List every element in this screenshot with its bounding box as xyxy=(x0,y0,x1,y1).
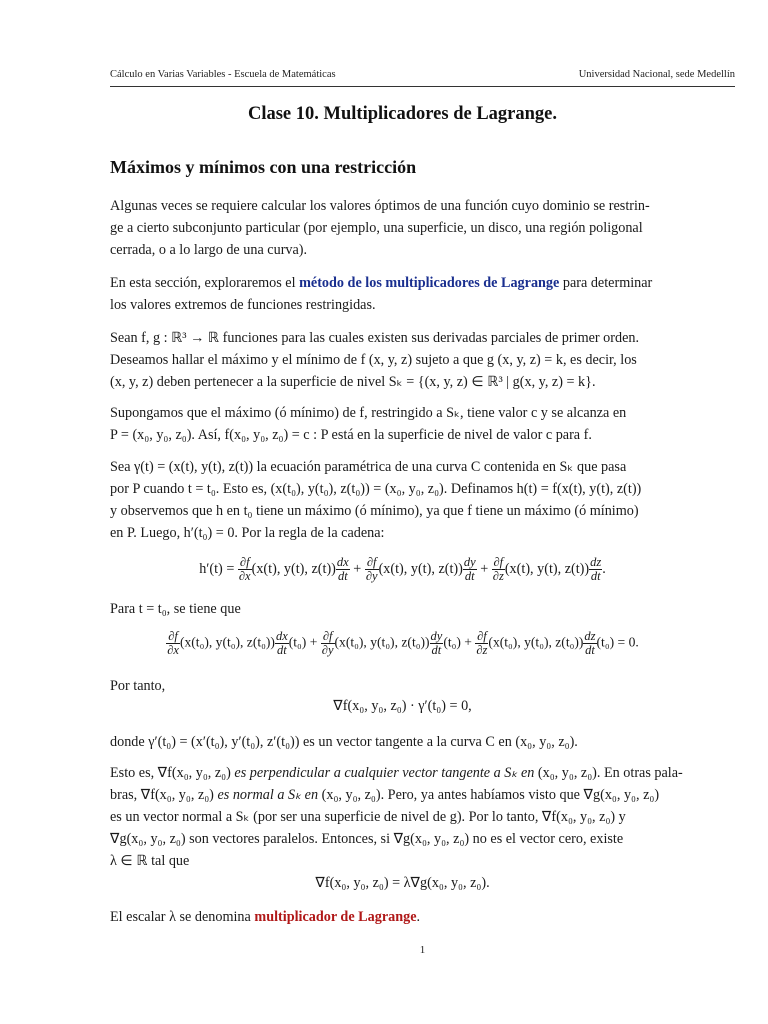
derivative-fraction xyxy=(463,556,477,583)
frac-num: ∂f xyxy=(493,555,504,569)
frac-num: dz xyxy=(590,555,602,569)
paragraph-parallel xyxy=(110,762,695,872)
frac-num: dx xyxy=(336,555,349,569)
text-line: Sea γ(t) = (x(t), y(t), z(t)) la ecuación paramétrica de una curva C contenida en Sₖ que pasa xyxy=(110,459,627,475)
text-line xyxy=(110,762,695,784)
equation-lagrange: ∇f(x₀, y₀, z₀) = λ∇g(x₀, y₀, z₀). xyxy=(315,875,490,891)
paragraph-intro xyxy=(110,195,695,261)
text-span: (x₀, y₀, z₀). En otras pala- xyxy=(534,765,683,781)
page-number: 1 xyxy=(419,944,426,956)
text-span: para determinar xyxy=(559,275,653,291)
method-link[interactable]: método de los multiplicadores de Lagrange xyxy=(299,275,560,291)
frac-num: ∂f xyxy=(477,629,487,643)
frac-num: ∂f xyxy=(166,630,180,644)
text-line: Algunas veces se requiere calcular los valores óptimos de una función cuyo dominio se restrin- xyxy=(110,198,650,214)
frac-num: ∂f xyxy=(238,556,252,570)
eq-term: (x(t), y(t), z(t)) xyxy=(251,560,336,577)
text-line: Sean f, g : ℝ³ → ℝ funciones para las cuales existen sus derivadas parciales de primer orden. xyxy=(110,330,640,346)
partial-fraction xyxy=(166,630,180,657)
frac-num: dy xyxy=(463,555,476,569)
text-line: y observemos que h en t₀ tiene un máximo (ó mínimo), ya que f tiene un máximo (ó mínimo) xyxy=(110,503,639,519)
text-line xyxy=(110,272,695,294)
frac-den: ∂x xyxy=(167,643,179,657)
frac-den: ∂z xyxy=(476,643,488,657)
derivative-fraction xyxy=(583,630,596,657)
paragraph-method xyxy=(110,272,695,316)
paragraph-at-t0 xyxy=(110,598,695,620)
text-span: bras, ∇f(x₀, y₀, z₀) xyxy=(110,787,218,803)
text-line: ge a cierto subconjunto particular (por ejemplo, una superficie, un disco, una región poligonal xyxy=(110,220,643,236)
eq-term: . xyxy=(602,560,606,577)
header-course: Cálculo en Varias Variables - Escuela de Matemáticas xyxy=(110,69,336,80)
frac-den: dt xyxy=(431,643,442,657)
text-line: es un vector normal a Sₖ (por ser una superficie de nivel de g). Por lo tanto, ∇f(x₀, y₀, z₀) y xyxy=(110,809,626,825)
eq-term: (x(t), y(t), z(t)) xyxy=(504,560,590,577)
eq-term: + xyxy=(349,560,365,577)
italic-span: es perpendicular a cualquier vector tangente a Sₖ en xyxy=(234,765,535,781)
header-university: Universidad Nacional, sede Medellín xyxy=(578,69,735,80)
text-line: Por tanto, xyxy=(110,678,166,694)
text-span: (x₀, y₀, z₀). Pero, ya antes habíamos visto que ∇g(x₀, y₀, z₀) xyxy=(318,787,660,803)
derivative-fraction xyxy=(589,556,602,583)
frac-num: dy xyxy=(430,629,443,643)
derivative-fraction xyxy=(430,630,444,657)
partial-fraction xyxy=(365,556,379,583)
text-span: En esta sección, exploraremos el xyxy=(110,275,300,291)
frac-den: dt xyxy=(276,643,287,657)
frac-den: ∂y xyxy=(321,643,334,657)
paragraph-tangent xyxy=(110,731,695,753)
frac-den: dt xyxy=(464,569,475,583)
text-span: Esto es, ∇f(x₀, y₀, z₀) xyxy=(110,765,235,781)
eq-term: (x(t₀), y(t₀), z(t₀)) xyxy=(488,634,584,650)
text-line: Deseamos hallar el máximo y el mínimo de f (x, y, z) sujeto a que g (x, y, z) = k, es decir, los xyxy=(110,352,637,368)
frac-den: ∂x xyxy=(238,569,251,583)
paragraph-conclusion xyxy=(110,906,695,928)
text-line: cerrada, o a lo largo de una curva). xyxy=(110,242,308,258)
text-line: Supongamos que el máximo (ó mínimo) de f, restringido a Sₖ, tiene valor c y se alcanza en xyxy=(110,405,627,421)
text-span: El escalar λ se denomina xyxy=(110,909,255,925)
text-line: λ ∈ ℝ tal que xyxy=(110,853,190,869)
frac-den: ∂y xyxy=(365,569,378,583)
frac-num: dz xyxy=(584,629,596,643)
eq-term: (x(t₀), y(t₀), z(t₀)) xyxy=(179,634,275,650)
frac-num: ∂f xyxy=(321,630,335,644)
equation-at-t0 xyxy=(110,630,695,657)
text-line: los valores extremos de funciones restringidas. xyxy=(110,297,376,313)
text-line: donde γ′(t₀) = (x′(t₀), y′(t₀), z′(t₀)) es un vector tangente a la curva C en (x₀, y₀, z₀). xyxy=(110,734,578,750)
text-line: en P. Luego, h′(t₀) = 0. Por la regla de la cadena: xyxy=(110,525,385,541)
frac-num: ∂f xyxy=(365,556,379,570)
text-line: (x, y, z) deben pertenecer a la superficie de nivel Sₖ = {(x, y, z) ∈ ℝ³ | g(x, y, z) = k}. xyxy=(110,374,596,390)
paragraph-suppose xyxy=(110,402,695,446)
text-line xyxy=(110,784,695,806)
frac-den: ∂z xyxy=(492,569,504,583)
partial-fraction xyxy=(492,556,505,583)
eq-term: h′(t) = xyxy=(199,560,238,577)
partial-fraction xyxy=(475,630,488,657)
lagrange-multiplier-term: multiplicador de Lagrange xyxy=(254,909,417,925)
eq-term: (x(t), y(t), z(t)) xyxy=(378,560,463,577)
equation-chain-rule xyxy=(110,556,695,583)
paragraph-setup xyxy=(110,327,695,393)
frac-num: dx xyxy=(275,629,288,643)
text-span: . xyxy=(416,909,421,925)
derivative-fraction xyxy=(275,630,289,657)
running-header xyxy=(110,69,735,80)
header-rule xyxy=(110,86,735,87)
equation-orthogonal: ∇f(x₀, y₀, z₀) · γ′(t₀) = 0, xyxy=(333,698,472,714)
text-line: por P cuando t = t₀. Esto es, (x(t₀), y(t₀), z(t₀)) = (x₀, y₀, z₀). Definamos h(t) = f(x(t), y(t), z(t)) xyxy=(110,481,642,497)
paragraph-therefore xyxy=(110,675,695,697)
frac-den: dt xyxy=(590,569,601,583)
eq-term: (t₀) + xyxy=(288,634,321,650)
eq-term: (t₀) + xyxy=(443,634,476,650)
frac-den: dt xyxy=(337,569,348,583)
eq-term: + xyxy=(476,560,492,577)
page-title: Clase 10. Multiplicadores de Lagrange. xyxy=(247,104,557,124)
frac-den: dt xyxy=(585,643,595,657)
eq-term: (x(t₀), y(t₀), z(t₀)) xyxy=(334,634,430,650)
partial-fraction xyxy=(238,556,252,583)
text-line xyxy=(110,906,695,928)
text-line: Para t = t₀, se tiene que xyxy=(110,601,241,617)
section-title: Máximos y mínimos con una restricción xyxy=(110,157,417,177)
text-line: ∇g(x₀, y₀, z₀) son vectores paralelos. Entonces, si ∇g(x₀, y₀, z₀) no es el vector cero, existe xyxy=(110,831,624,847)
eq-term: (t₀) = 0. xyxy=(596,634,639,650)
italic-span: es normal a Sₖ en xyxy=(217,787,319,803)
derivative-fraction xyxy=(336,556,350,583)
partial-fraction xyxy=(321,630,335,657)
text-line: P = (x₀, y₀, z₀). Así, f(x₀, y₀, z₀) = c : P está en la superficie de nivel de valor c para f. xyxy=(110,427,592,443)
paragraph-curve xyxy=(110,456,695,544)
